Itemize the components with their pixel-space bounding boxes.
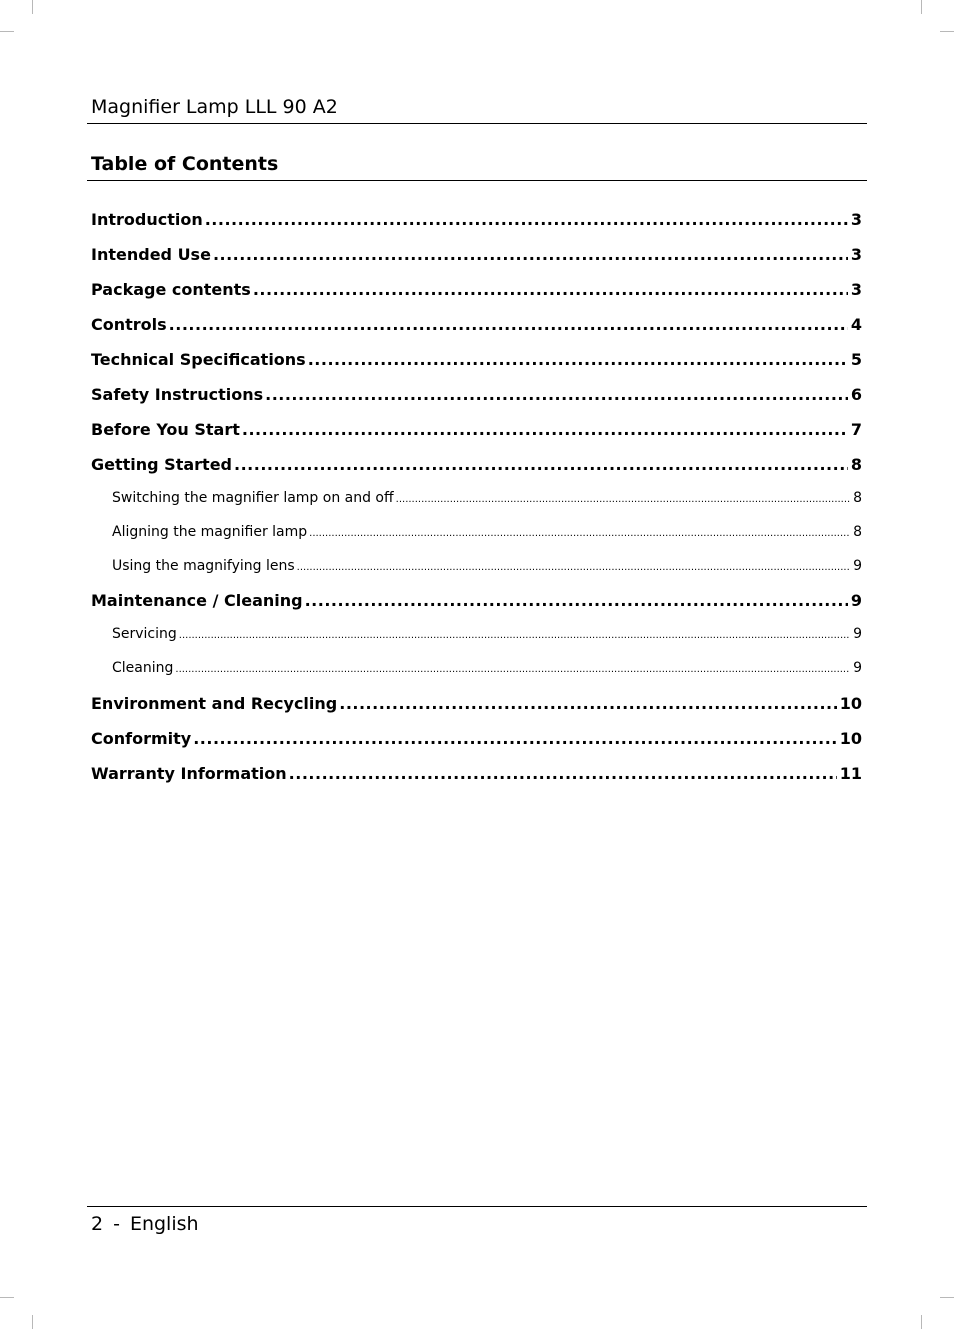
- document-title: Magnifier Lamp LLL 90 A2: [91, 96, 338, 118]
- toc-entry-page: 9: [853, 626, 862, 643]
- toc-entry[interactable]: [91, 686, 862, 721]
- dot-leader: [251, 272, 848, 307]
- crop-mark: [921, 0, 922, 14]
- toc-entry-page: 9: [850, 591, 862, 611]
- toc-entry-page: 7: [850, 420, 862, 439]
- dot-leader: [203, 202, 848, 237]
- toc-entry-page: 8: [853, 490, 862, 506]
- header-rule: [87, 123, 867, 124]
- toc-entry-label: Conformity: [91, 728, 192, 748]
- dot-leader: [211, 237, 848, 272]
- dot-leader: [307, 517, 850, 550]
- dot-leader: [167, 307, 848, 342]
- toc-entry-label: Switching the magnifier lamp on and off: [112, 490, 394, 506]
- toc-entry-page: 8: [850, 455, 862, 474]
- crop-mark: [921, 1315, 922, 1329]
- footer-language: English: [129, 1213, 199, 1235]
- footer-rule: [87, 1206, 867, 1207]
- toc-entry-page: 6: [850, 385, 862, 404]
- toc-entry[interactable]: [91, 447, 862, 482]
- toc-entry[interactable]: [91, 721, 862, 756]
- toc-entry[interactable]: [91, 307, 862, 342]
- toc-entry-label: Cleaning: [112, 660, 174, 676]
- toc-entry-label: Package contents: [91, 280, 251, 299]
- toc-entry-label: Maintenance / Cleaning: [91, 591, 303, 611]
- crop-mark: [32, 0, 33, 14]
- toc-entry-page: 3: [850, 280, 862, 299]
- toc-entry-label: Before You Start: [91, 420, 240, 439]
- toc-entry[interactable]: [91, 237, 862, 272]
- toc-heading: Table of Contents: [91, 153, 279, 175]
- toc-entry[interactable]: [91, 202, 862, 237]
- toc-entry-label: Safety Instructions: [91, 385, 264, 404]
- dot-leader: [191, 721, 837, 756]
- toc-entry-label: Controls: [91, 315, 167, 334]
- crop-mark: [0, 31, 14, 32]
- toc-entry-page: 11: [839, 763, 862, 783]
- toc-entry-page: 4: [850, 315, 862, 334]
- toc-entry-label: Introduction: [91, 210, 203, 229]
- toc-entry-page: 9: [853, 660, 862, 676]
- toc-entry-page: 9: [853, 557, 862, 574]
- toc-entry[interactable]: [91, 272, 862, 307]
- toc-entry-label: Warranty Information: [91, 763, 287, 783]
- page-number: 2: [91, 1213, 104, 1235]
- page-footer: [91, 1211, 199, 1237]
- toc-heading-rule: [87, 180, 867, 181]
- toc-entry-label: Using the magnifying lens: [112, 557, 295, 574]
- toc-entry-page: 10: [839, 693, 862, 713]
- toc-entry[interactable]: [91, 756, 862, 791]
- toc-entry-label: Technical Specifications: [91, 350, 306, 369]
- dot-leader: [263, 377, 848, 412]
- dot-leader: [287, 756, 837, 791]
- toc-entry[interactable]: [91, 342, 862, 377]
- toc-subentry[interactable]: [91, 652, 862, 686]
- toc-entry[interactable]: [91, 583, 862, 618]
- table-of-contents: [91, 202, 862, 791]
- dot-leader: [173, 653, 850, 686]
- crop-mark: [940, 1297, 954, 1298]
- toc-entry[interactable]: [91, 412, 862, 447]
- dot-leader: [232, 447, 848, 482]
- dot-leader: [295, 551, 850, 584]
- toc-subentry[interactable]: [91, 482, 862, 516]
- toc-entry-label: Intended Use: [91, 245, 211, 264]
- toc-subentry[interactable]: [91, 516, 862, 550]
- dot-leader: [394, 483, 850, 516]
- toc-entry-page: 3: [850, 210, 862, 229]
- toc-entry-page: 8: [853, 523, 862, 540]
- crop-mark: [0, 1297, 14, 1298]
- toc-entry-label: Aligning the magnifier lamp: [112, 523, 308, 540]
- dot-leader: [337, 686, 837, 721]
- dot-leader: [240, 412, 848, 447]
- crop-mark: [32, 1315, 33, 1329]
- dot-leader: [177, 619, 850, 652]
- toc-entry-page: 3: [850, 245, 862, 264]
- toc-subentry[interactable]: [91, 618, 862, 652]
- footer-separator: -: [113, 1213, 120, 1235]
- toc-entry-label: Getting Started: [91, 455, 232, 474]
- crop-mark: [940, 31, 954, 32]
- toc-entry-page: 10: [839, 728, 862, 748]
- toc-entry-label: Servicing: [112, 626, 177, 643]
- dot-leader: [306, 342, 848, 377]
- dot-leader: [303, 583, 848, 618]
- toc-entry-page: 5: [850, 350, 862, 369]
- toc-entry[interactable]: [91, 377, 862, 412]
- toc-entry-label: Environment and Recycling: [91, 693, 338, 713]
- toc-subentry[interactable]: [91, 550, 862, 584]
